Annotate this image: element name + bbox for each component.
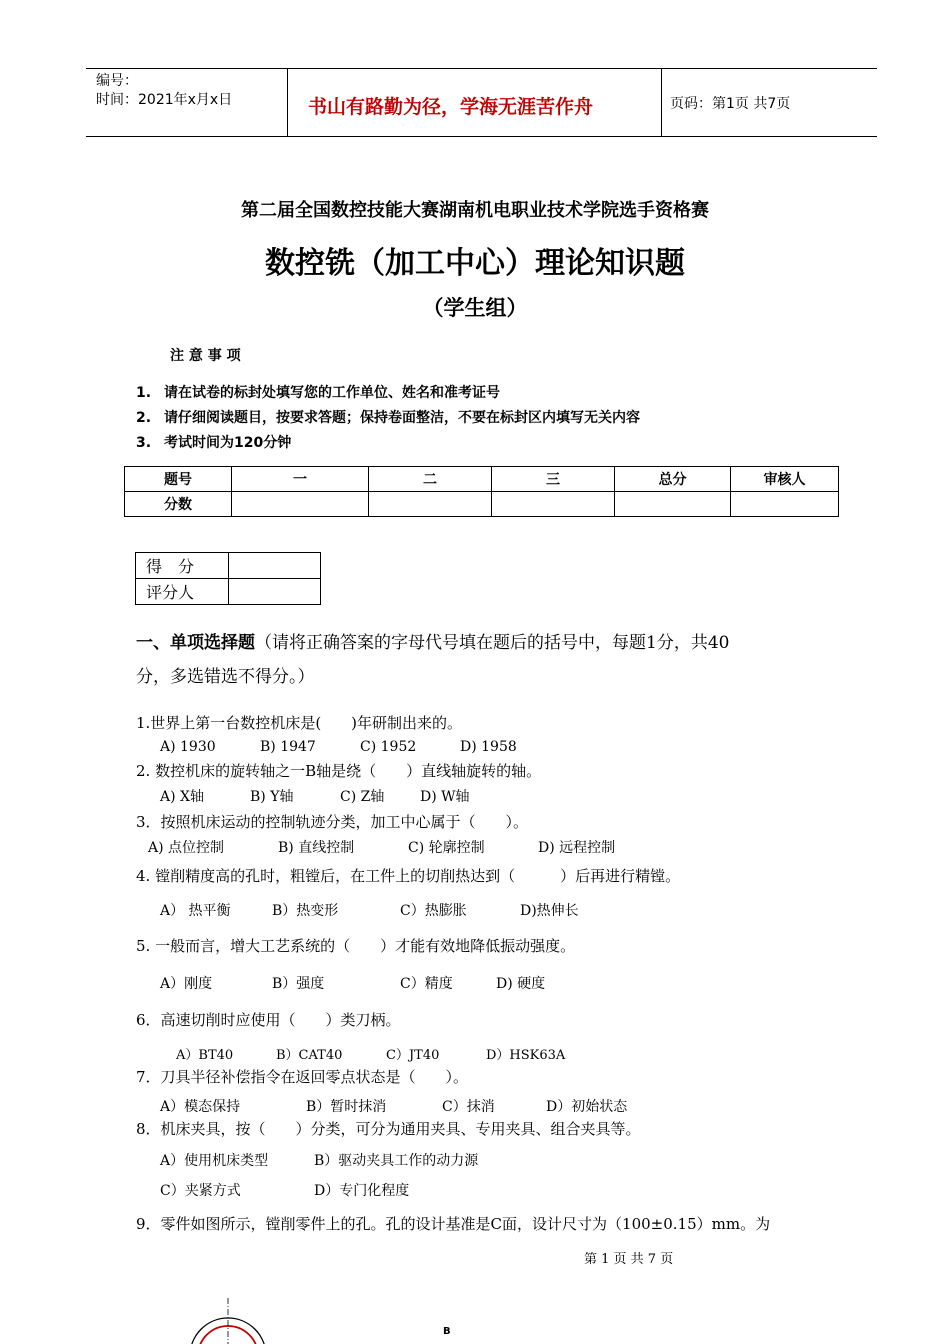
option: B）驱动夹具工作的动力源: [314, 1153, 479, 1169]
score-table-row-label: 分数: [125, 492, 232, 517]
question-options: [160, 900, 579, 920]
exam-title-line3: （学生组）: [422, 296, 528, 320]
question-options: [160, 1150, 478, 1170]
question-stem: 9．零件如图所示，镗削零件上的孔。孔的设计基准是C面，设计尺寸为（100±0.15）mm。为: [136, 1215, 771, 1233]
option: D)热伸长: [520, 903, 579, 919]
score-table-header-cell: 二: [369, 467, 492, 492]
score-cell[interactable]: [232, 492, 369, 517]
grader-table-row: [136, 579, 321, 605]
option: A) X轴: [160, 789, 204, 805]
notes-item: [136, 382, 500, 402]
grader-score-cell[interactable]: [229, 553, 321, 579]
question-options: [148, 837, 615, 857]
question-options: [160, 786, 470, 806]
grader-name-cell[interactable]: [229, 579, 321, 605]
header-time: 时间：2021年x月x日: [96, 92, 233, 108]
option: C) Z轴: [340, 789, 385, 805]
section-title-rest: （请将正确答案的字母代号填在题后的括号中，每题1分，共40: [255, 633, 730, 653]
score-table-header-cell: 三: [492, 467, 615, 492]
score-cell[interactable]: [492, 492, 615, 517]
notes-item-text: 请在试卷的标封处填写您的工作单位、姓名和准考证号: [164, 385, 500, 401]
option: B) Y轴: [250, 789, 294, 805]
section-title-rest-line2: 分，多选错选不得分。）: [136, 667, 315, 687]
score-table-header-cell: 总分: [615, 467, 731, 492]
score-cell[interactable]: [615, 492, 731, 517]
score-table-score-row: [125, 492, 839, 517]
header-divider-left: [287, 68, 288, 136]
option: A）刚度: [160, 976, 213, 992]
option: D）专门化程度: [314, 1183, 410, 1199]
question-stem: 6．高速切削时应使用（ ）类刀柄。: [136, 1011, 401, 1029]
grader-table: [135, 552, 321, 605]
option: D) 远程控制: [538, 840, 616, 856]
option: C）抹消: [442, 1099, 495, 1115]
notes-item-number: 3.: [136, 435, 152, 451]
option: B) 直线控制: [278, 840, 355, 856]
question-stem: 2. 数控机床的旋转轴之一B轴是绕（ ）直线轴旋转的轴。: [136, 762, 542, 780]
option: A) 1930: [160, 739, 216, 755]
score-table-header-row: [125, 467, 839, 492]
notes-item-text: 考试时间为120分钟: [164, 435, 292, 451]
option: C）JT40: [386, 1048, 440, 1063]
option: C）热膨胀: [400, 903, 467, 919]
option: A）BT40: [176, 1048, 234, 1063]
option: A）使用机床类型: [160, 1153, 269, 1169]
score-cell[interactable]: [369, 492, 492, 517]
score-cell[interactable]: [731, 492, 839, 517]
option: B）CAT40: [276, 1048, 343, 1063]
option: D) 硬度: [496, 976, 546, 992]
exam-title-line2: 数控铣（加工中心）理论知识题: [265, 246, 685, 281]
part-drawing: [180, 1296, 280, 1344]
option: B) 1947: [260, 739, 316, 755]
option: B）强度: [272, 976, 325, 992]
score-table-header-cell: 题号: [125, 467, 232, 492]
question-options: [160, 973, 545, 993]
question-options: [176, 1044, 565, 1063]
section-title: [136, 626, 836, 694]
grader-table-row: [136, 553, 321, 579]
question-stem: 4. 镗削精度高的孔时，粗镗后，在工件上的切削热达到（ ）后再进行精镗。: [136, 867, 681, 885]
notes-item: [136, 432, 291, 452]
score-table: [124, 466, 839, 517]
notes-item-text: 请仔细阅读题目，按要求答题；保持卷面整洁，不要在标封区内填写无关内容: [164, 410, 640, 426]
section-title-bold: 一、单项选择题: [136, 633, 255, 653]
question-stem: 8．机床夹具，按（ ）分类，可分为通用夹具、专用夹具、组合夹具等。: [136, 1120, 641, 1138]
option: A) 点位控制: [148, 840, 225, 856]
question-stem: 3．按照机床运动的控制轨迹分类，加工中心属于（ ）。: [136, 813, 529, 831]
option: B）暂时抹消: [306, 1099, 387, 1115]
header-motto: 书山有路勤为径，学海无涯苦作舟: [308, 96, 594, 118]
option: B）热变形: [272, 903, 339, 919]
notes-item: [136, 407, 640, 427]
option: C）夹紧方式: [160, 1183, 241, 1199]
header-page-info: 页码：第1页 共7页: [670, 96, 791, 112]
grader-name-label: 评分人: [136, 579, 229, 605]
question-stem: 7．刀具半径补偿指令在返回零点状态是（ ）。: [136, 1068, 469, 1086]
exam-title-line1: 第二届全国数控技能大赛湖南机电职业技术学院选手资格赛: [241, 200, 709, 221]
question-options: [160, 739, 517, 755]
question-options: [160, 1096, 627, 1116]
notes-item-number: 1.: [136, 385, 152, 401]
header-serial: 编号：: [96, 73, 138, 89]
option: A）模态保持: [160, 1099, 241, 1115]
option: D) W轴: [420, 789, 470, 805]
option: D) 1958: [460, 739, 517, 755]
notes-heading: 注 意 事 项: [170, 348, 241, 364]
score-table-header-cell: 审核人: [731, 467, 839, 492]
notes-item-number: 2.: [136, 410, 152, 426]
option: C) 轮廓控制: [408, 840, 485, 856]
footer-page-number: 第 1 页 共 7 页: [584, 1252, 674, 1267]
question-stem: 5. 一般而言，增大工艺系统的（ ）才能有效地降低振动强度。: [136, 937, 576, 955]
question-options: [160, 1180, 409, 1200]
option: D）HSK63A: [486, 1048, 566, 1063]
score-table-header-cell: 一: [232, 467, 369, 492]
option: C) 1952: [360, 739, 417, 755]
header-bottom-border: [86, 136, 877, 137]
header-top-border: [86, 68, 877, 69]
option: D）初始状态: [546, 1099, 628, 1115]
figure-label: B: [443, 1326, 451, 1337]
option: C）精度: [400, 976, 453, 992]
option: A） 热平衡: [160, 903, 231, 919]
header-divider-right: [661, 68, 662, 136]
question-stem: 1.世界上第一台数控机床是( )年研制出来的。: [136, 714, 463, 732]
grader-score-label: 得 分: [136, 553, 229, 579]
